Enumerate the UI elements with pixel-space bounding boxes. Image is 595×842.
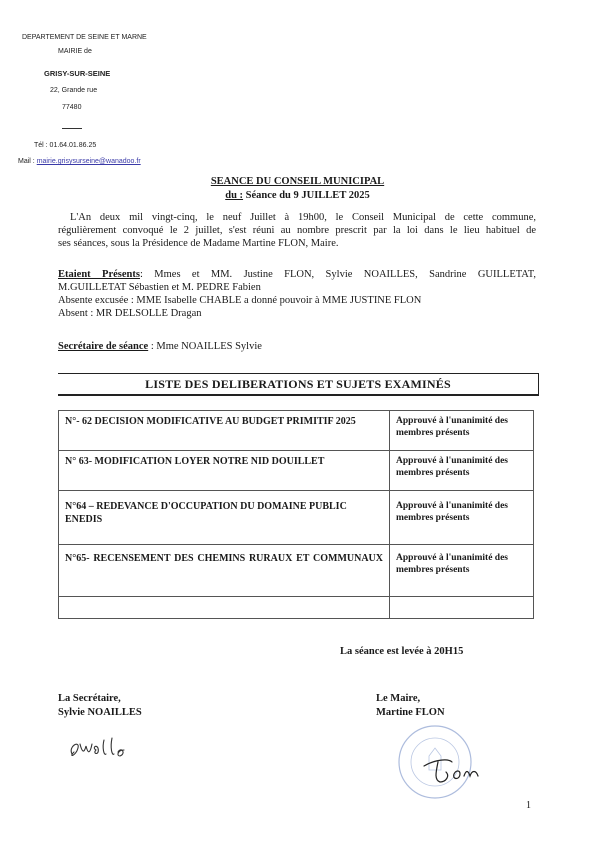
postcode: 77480 — [62, 104, 82, 111]
mairie-label: MAIRIE de — [58, 48, 92, 55]
deliberation-result: Approuvé à l'unanimité des membres présents — [390, 491, 534, 545]
deliberation-subject: N°- 62 DECISION MODIFICATIVE AU BUDGET PRIMITIF 2025 — [59, 411, 390, 451]
table-row — [59, 491, 534, 545]
mayor-signature-block — [376, 692, 445, 720]
table-row — [59, 451, 534, 491]
secretary-signature-block — [58, 692, 142, 720]
table-row-empty — [59, 597, 534, 619]
session-date-prefix: du : — [225, 190, 244, 201]
secretary-value: : Mme NOAILLES Sylvie — [150, 341, 262, 352]
deliberation-subject: N°64 – REDEVANCE D'OCCUPATION DU DOMAINE PUBLIC ENEDIS — [59, 491, 390, 545]
document-title: SEANCE DU CONSEIL MUNICIPAL — [210, 176, 385, 187]
attendance-block — [58, 268, 536, 320]
excused-line: Absente excusée : MME Isabelle CHABLE a donné pouvoir à MME JUSTINE FLON — [58, 295, 422, 306]
mail-link[interactable]: mairie.grisysurseine@wanadoo.fr — [36, 158, 141, 165]
intro-line-3: ses séances, sous la Présidence de Madame Martine FLON, Maire. — [58, 238, 339, 249]
secretary-line — [58, 340, 262, 353]
present-label: Etaient Présents — [58, 269, 140, 280]
absent-line: Absent : MR DELSOLLE Dragan — [58, 308, 202, 319]
mail-line — [18, 158, 141, 165]
header-divider — [62, 128, 82, 129]
mayor-name: Martine FLON — [376, 707, 445, 718]
session-date: Séance du 9 JUILLET 2025 — [245, 190, 370, 201]
page-number: 1 — [526, 800, 531, 811]
deliberation-result: Approuvé à l'unanimité des membres présents — [390, 451, 534, 491]
mayor-handwritten-signature — [420, 752, 492, 788]
phone-number: Tél : 01.64.01.86.25 — [34, 142, 97, 149]
mayor-role: Le Maire, — [376, 693, 421, 704]
table-row — [59, 411, 534, 451]
commune-name: GRISY-SUR-SEINE — [44, 69, 111, 78]
session-date-line — [0, 190, 595, 201]
table-row — [59, 545, 534, 597]
mail-label: Mail : — [18, 158, 35, 165]
present-line-2: M.GUILLETAT Sébastien et M. PEDRE Fabien — [58, 282, 261, 293]
secretary-label: Secrétaire de séance — [58, 341, 149, 352]
secretary-role: La Secrétaire, — [58, 693, 121, 704]
intro-paragraph — [58, 211, 536, 250]
present-names-1: : Mmes et MM. Justine FLON, Sylvie NOAILLES, Sandrine GUILLETAT, — [139, 269, 536, 280]
closing-statement: La séance est levée à 20H15 — [340, 646, 464, 657]
department-label: DEPARTEMENT DE SEINE ET MARNE — [22, 34, 147, 41]
deliberation-result: Approuvé à l'unanimité des membres présents — [390, 545, 534, 597]
secretary-handwritten-signature — [66, 732, 156, 764]
present-line-1 — [58, 268, 536, 281]
deliberation-subject: N°65- RECENSEMENT DES CHEMINS RURAUX ET COMMUNAUX — [59, 545, 390, 597]
intro-line-2: régulièrement convoqué le 2 juillet, s'est réuni au nombre prescrit par la loi dans le lieu habituel de — [58, 225, 536, 236]
secretary-name: Sylvie NOAILLES — [58, 707, 142, 718]
deliberations-banner: LISTE DES DELIBERATIONS ET SUJETS EXAMINÉS — [58, 373, 539, 396]
deliberations-table — [58, 410, 534, 619]
street-address: 22, Grande rue — [50, 87, 98, 94]
intro-line-1: L'An deux mil vingt-cinq, le neuf Juillet à 19h00, le Conseil Municipal de cette commune, — [70, 212, 536, 223]
deliberation-result: Approuvé à l'unanimité des membres présents — [390, 411, 534, 451]
deliberation-subject: N° 63- MODIFICATION LOYER NOTRE NID DOUILLET — [59, 451, 390, 491]
